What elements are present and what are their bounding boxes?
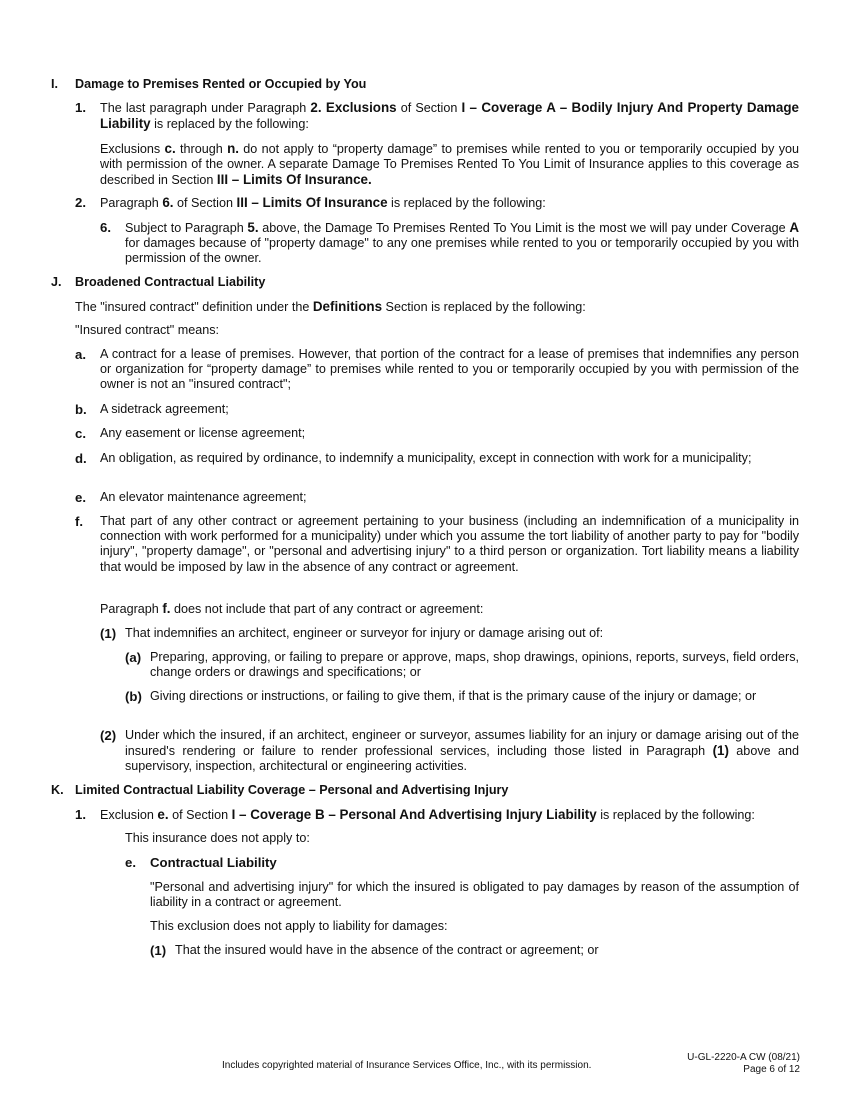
section-i-paragraph-2: Paragraph 6. of Section III – Limits Of Insurance is replaced by the following: bbox=[100, 195, 546, 210]
exclusion-item-1a: Preparing, approving, or failing to prepare or approve, maps, shop drawings, opinions, reports, surveys, field orders, change orders or drawings and specifications; or bbox=[150, 650, 799, 680]
definition-item-d: An obligation, as required by ordinance, to indemnify a municipality, except in connection with work for a municipality; bbox=[100, 451, 752, 465]
contractual-liability-text: "Personal and advertising injury" for which the insured is obligated to pay damages by reason of the assumption of liability in a contract or agreement. bbox=[150, 880, 799, 910]
item-letter: (a) bbox=[125, 650, 142, 665]
exclusion-item-1b: Giving directions or instructions, or failing to give them, if that is the primary cause of the injury or damage; or bbox=[150, 689, 757, 703]
definition-item-c: Any easement or license agreement; bbox=[100, 426, 306, 440]
contractual-liability-heading: Contractual Liability bbox=[150, 855, 277, 870]
definition-item-e: An elevator maintenance agreement; bbox=[100, 490, 307, 504]
paragraph-f-exclusion-intro: Paragraph f. does not include that part of any contract or agreement: bbox=[100, 601, 484, 616]
section-i-paragraph-6: Subject to Paragraph 5. above, the Damage To Premises Rented To You Limit is the most we will pay under Coverage A for damages because of "property damage" to any one premises while rented to you or temporarily occupied by you with permission of the owner. bbox=[125, 220, 799, 266]
item-number: 1. bbox=[75, 100, 86, 115]
item-number: 6. bbox=[100, 220, 111, 235]
copyright-notice: Includes copyrighted material of Insurance Services Office, Inc., with its permission. bbox=[222, 1060, 592, 1071]
exclusion-exception-1: That the insured would have in the absence of the contract or agreement; or bbox=[175, 943, 599, 957]
section-title: Limited Contractual Liability Coverage – Personal and Advertising Injury bbox=[75, 783, 509, 797]
form-number: U-GL-2220-A CW (08/21) bbox=[687, 1052, 800, 1063]
section-i-paragraph-1: The last paragraph under Paragraph 2. Exclusions of Section I – Coverage A – Bodily Injury And Property Damage Liability is replaced by the following: bbox=[100, 100, 800, 132]
definition-item-b: A sidetrack agreement; bbox=[100, 402, 229, 416]
item-number: (1) bbox=[150, 943, 167, 958]
item-letter: c. bbox=[75, 426, 86, 441]
insured-contract-means: "Insured contract" means: bbox=[75, 323, 220, 337]
item-letter: a. bbox=[75, 347, 86, 362]
item-letter: e. bbox=[75, 490, 86, 505]
item-number: (2) bbox=[100, 728, 117, 743]
item-letter: (b) bbox=[125, 689, 142, 704]
section-letter: J. bbox=[51, 275, 62, 289]
footer-form-info bbox=[687, 1052, 800, 1076]
item-letter: d. bbox=[75, 451, 87, 466]
section-title: Broadened Contractual Liability bbox=[75, 275, 266, 289]
definition-item-f: That part of any other contract or agreement pertaining to your business (including an indemnification of a municipality in connection with work performed for a municipality) under which you assume the tort liability of another party to pay for "bodily injury", "property damage", or "personal and advertising injury" to a third person or organization. Tort liability means a liability that would be imposed by law in the absence of any contract or agreement. bbox=[100, 514, 799, 574]
insurance-does-not-apply: This insurance does not apply to: bbox=[125, 831, 310, 845]
item-letter: e. bbox=[125, 855, 136, 870]
item-number: (1) bbox=[100, 626, 117, 641]
section-k-paragraph-1: Exclusion e. of Section I – Coverage B – Personal And Advertising Injury Liability is replaced by the following: bbox=[100, 807, 755, 822]
exclusion-not-apply-text: This exclusion does not apply to liability for damages: bbox=[150, 919, 448, 933]
definition-item-a: A contract for a lease of premises. However, that portion of the contract for a lease of premises that indemnifies any person or organization for “property damage” to premises while rented to you or temporarily occupied by you with permission of the owner is not an "insured contract"; bbox=[100, 347, 799, 392]
exclusion-item-1: That indemnifies an architect, engineer or surveyor for injury or damage arising out of: bbox=[125, 626, 604, 640]
section-letter: K. bbox=[51, 783, 64, 797]
section-letter: I. bbox=[51, 77, 58, 91]
item-number: 1. bbox=[75, 807, 86, 822]
section-i-paragraph-1-body: Exclusions c. through n. do not apply to “property damage” to premises while rented to you or temporarily occupied by you with permission of the owner. A separate Damage To Premises Rented To You Limit of Insurance applies to this coverage as described in Section III – Limits Of Insurance. bbox=[100, 141, 799, 188]
page-number: Page 6 of 12 bbox=[743, 1064, 800, 1075]
item-number: 2. bbox=[75, 195, 86, 210]
item-letter: f. bbox=[75, 514, 84, 529]
section-j-intro: The "insured contract" definition under the Definitions Section is replaced by the following: bbox=[75, 299, 586, 314]
exclusion-item-2: Under which the insured, if an architect, engineer or surveyor, assumes liability for an injury or damage arising out of the insured's rendering or failure to render professional services, including those listed in Paragraph (1) above and supervisory, inspection, architectural or engineering activities. bbox=[125, 728, 800, 774]
section-title: Damage to Premises Rented or Occupied by You bbox=[75, 77, 367, 91]
item-letter: b. bbox=[75, 402, 87, 417]
